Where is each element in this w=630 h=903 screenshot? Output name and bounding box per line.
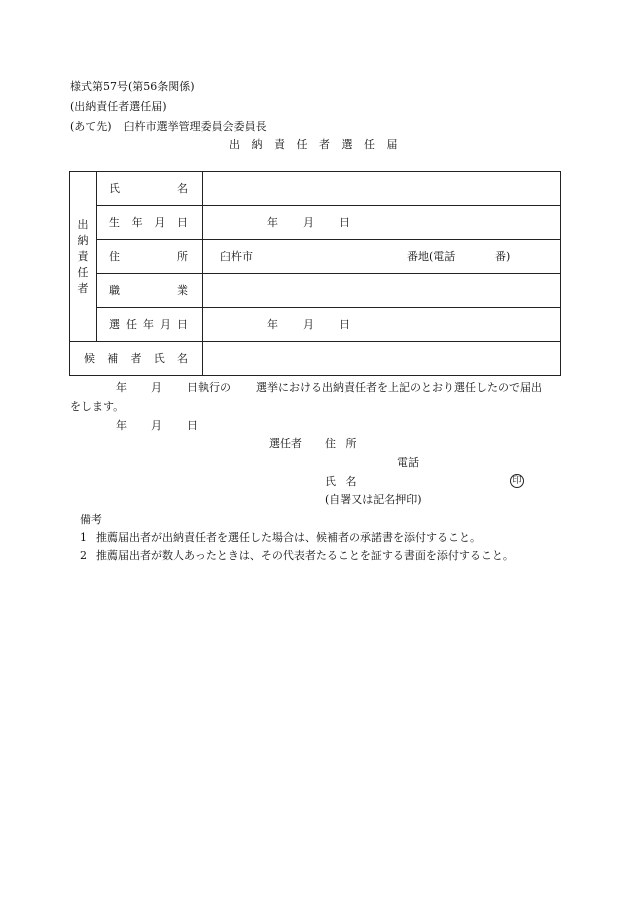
remark-item: 1 推薦届出者が出納責任者を選任した場合は、候補者の承諾書を添付すること。 xyxy=(80,531,481,544)
address-field[interactable]: 臼杵市 番地(電話 番) xyxy=(203,240,561,274)
name-field[interactable] xyxy=(203,172,561,206)
remark-item: 2 推薦届出者が数人あったときは、その代表者たることを証する書面を添付すること。 xyxy=(80,549,514,562)
treasurer-table xyxy=(69,171,561,376)
label-occupation: 職 業 xyxy=(97,274,203,308)
addressee-prefix: (あて先) xyxy=(70,120,112,133)
occupation-field[interactable] xyxy=(203,274,561,308)
appointer-address-label: 住 所 xyxy=(325,437,357,450)
table-row-address xyxy=(70,240,561,274)
statement-day: 日執行の xyxy=(187,381,231,394)
addressee: 臼杵市選挙管理委員会委員長 xyxy=(123,120,267,133)
form-title: 出 納 責 任 者 選 任 届 xyxy=(229,138,399,151)
table-row-candidate xyxy=(70,342,561,376)
addressee-line xyxy=(70,121,267,132)
statement-body: 選挙における出納責任者を上記のとおり選任したので届出 xyxy=(256,381,542,394)
signature-note: (自署又は記名押印) xyxy=(325,493,422,506)
appointed-date-field[interactable]: 年 月 日 xyxy=(203,308,561,342)
treasurer-group-label: 出 納 責 任 者 xyxy=(70,172,97,342)
appointer-label: 選任者 xyxy=(269,437,302,450)
statement-end: をします。 xyxy=(70,400,125,413)
label-birth: 生 年 月 日 xyxy=(97,206,203,240)
seal-mark: 印 xyxy=(510,474,524,488)
form-name: (出納責任者選任届) xyxy=(70,100,167,113)
remarks-heading: 備考 xyxy=(80,513,102,526)
table-row-birth xyxy=(70,206,561,240)
label-address: 住 所 xyxy=(97,240,203,274)
submit-day: 日 xyxy=(187,419,198,432)
phone-label: 電話 xyxy=(397,456,419,469)
candidate-name-field[interactable] xyxy=(203,342,561,376)
statement-month: 月 xyxy=(151,381,162,394)
label-appointed-date: 選 任 年 月 日 xyxy=(97,308,203,342)
table-row-name xyxy=(70,172,561,206)
table-row-appointed xyxy=(70,308,561,342)
submit-month: 月 xyxy=(151,419,162,432)
statement-year: 年 xyxy=(116,381,127,394)
form-number: 様式第57号(第56条関係) xyxy=(70,80,195,93)
submit-year: 年 xyxy=(116,419,127,432)
appointer-name-label: 氏 名 xyxy=(325,475,357,488)
table-row-occupation xyxy=(70,274,561,308)
label-name: 氏 名 xyxy=(97,172,203,206)
birth-date-field[interactable]: 年 月 日 xyxy=(203,206,561,240)
label-candidate-name: 候 補 者 氏 名 xyxy=(70,342,203,376)
